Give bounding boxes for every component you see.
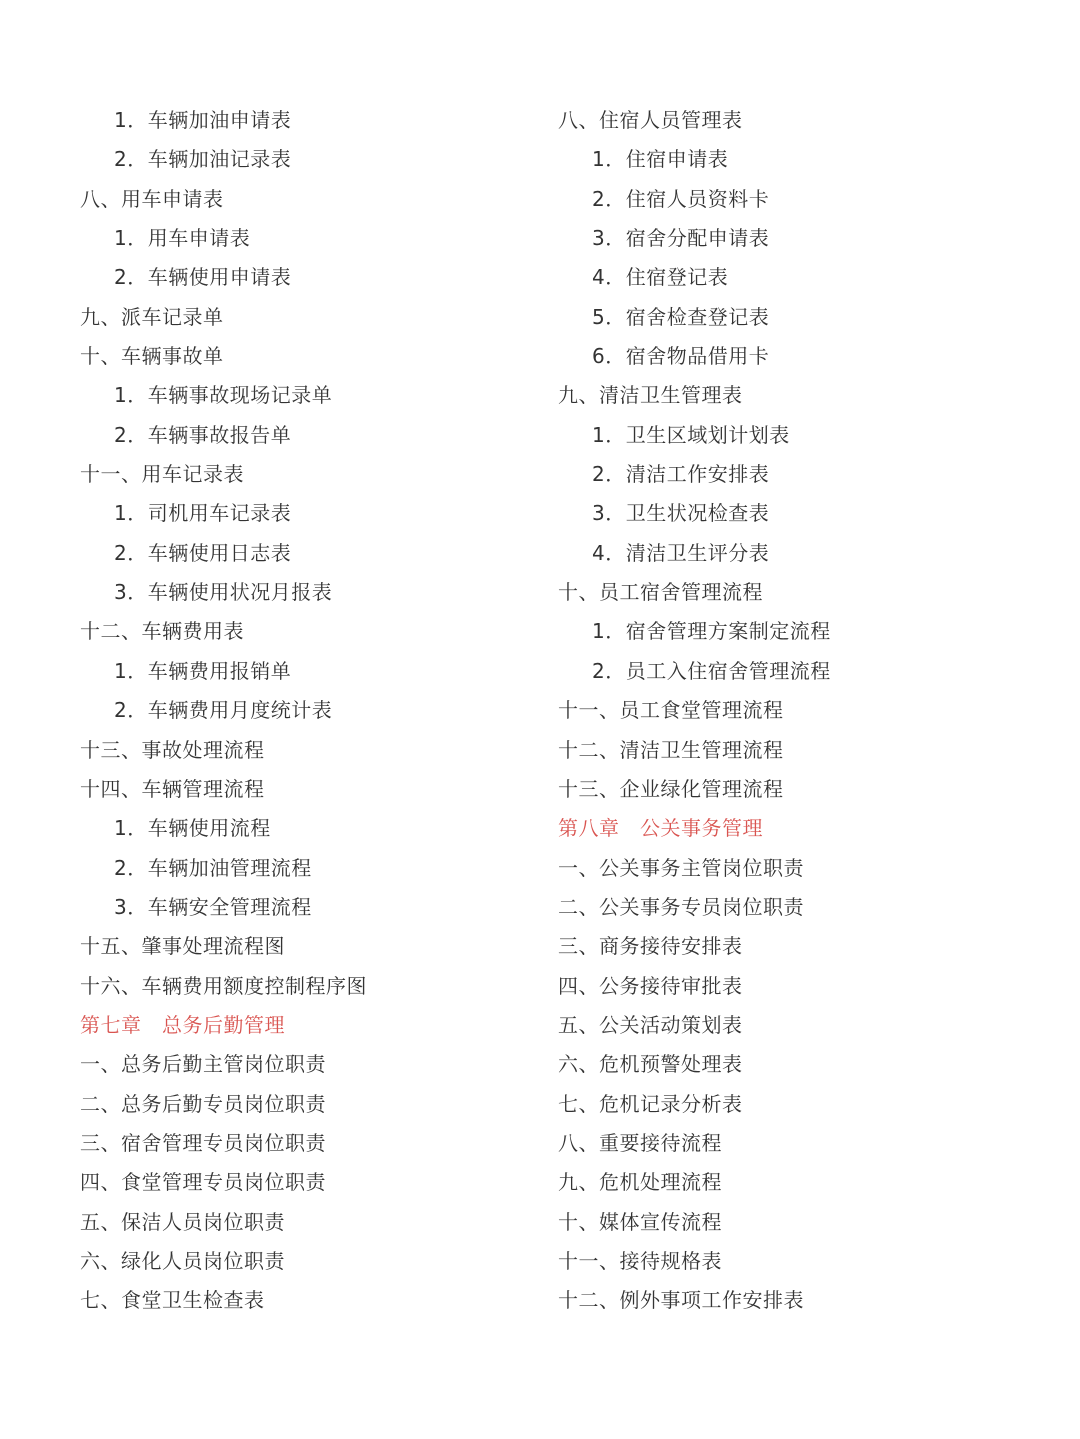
toc-subitem: 1．住宿申请表 — [592, 147, 729, 172]
toc-subitem: 2．清洁工作安排表 — [592, 462, 770, 487]
toc-subitem: 1．卫生区域划计划表 — [592, 422, 790, 447]
toc-item: 四、公务接待审批表 — [558, 973, 743, 998]
chapter-heading: 第七章 总务后勤管理 — [80, 1012, 285, 1037]
toc-item: 十一、接待规格表 — [558, 1248, 722, 1273]
toc-item: 二、公关事务专员岗位职责 — [558, 894, 804, 919]
toc-subitem: 1．车辆加油申请表 — [114, 108, 292, 132]
toc-item: 九、清洁卫生管理表 — [558, 383, 743, 408]
toc-subitem: 3．宿舍分配申请表 — [592, 226, 770, 251]
toc-subitem: 2．住宿人员资料卡 — [592, 186, 770, 211]
toc-item: 十、员工宿舍管理流程 — [558, 580, 763, 605]
toc-item: 八、用车申请表 — [80, 186, 224, 211]
toc-item: 八、重要接待流程 — [558, 1130, 722, 1155]
toc-item: 八、住宿人员管理表 — [558, 108, 743, 132]
toc-item: 六、危机预警处理表 — [558, 1052, 743, 1077]
toc-item: 十三、企业绿化管理流程 — [558, 776, 784, 801]
toc-subitem: 2．车辆加油管理流程 — [114, 855, 312, 880]
toc-subitem: 3．车辆安全管理流程 — [114, 894, 312, 919]
toc-item: 十二、清洁卫生管理流程 — [558, 737, 784, 762]
toc-subitem: 1．宿舍管理方案制定流程 — [592, 619, 831, 644]
toc-subitem: 5．宿舍检查登记表 — [592, 304, 770, 329]
toc-subitem: 2．车辆使用申请表 — [114, 265, 292, 290]
chapter-heading: 第八章 公关事务管理 — [558, 816, 763, 841]
toc-subitem: 3．卫生状况检查表 — [592, 501, 770, 526]
toc-subitem: 2．员工入住宿舍管理流程 — [592, 658, 831, 683]
toc-item: 七、危机记录分析表 — [558, 1091, 743, 1116]
toc-item: 七、食堂卫生检查表 — [80, 1288, 265, 1313]
toc-right-column — [558, 101, 1028, 1321]
toc-item: 十、车辆事故单 — [80, 344, 224, 369]
toc-item: 十三、事故处理流程 — [80, 737, 265, 762]
toc-item: 三、商务接待安排表 — [558, 934, 743, 959]
toc-item: 十六、车辆费用额度控制程序图 — [80, 973, 367, 998]
toc-subitem: 3．车辆使用状况月报表 — [114, 580, 333, 605]
toc-item: 六、绿化人员岗位职责 — [80, 1248, 285, 1273]
toc-item: 十二、例外事项工作安排表 — [558, 1288, 804, 1313]
toc-subitem: 6．宿舍物品借用卡 — [592, 344, 770, 369]
toc-item: 九、危机处理流程 — [558, 1170, 722, 1195]
toc-subitem: 2．车辆加油记录表 — [114, 147, 292, 172]
toc-item: 一、公关事务主管岗位职责 — [558, 855, 804, 880]
toc-subitem: 1．司机用车记录表 — [114, 501, 292, 526]
toc-item: 十一、员工食堂管理流程 — [558, 698, 784, 723]
toc-item: 十一、用车记录表 — [80, 462, 244, 487]
toc-subitem: 2．车辆费用月度统计表 — [114, 698, 333, 723]
toc-subitem: 4．住宿登记表 — [592, 265, 729, 290]
toc-item: 九、派车记录单 — [80, 304, 224, 329]
toc-item: 五、公关活动策划表 — [558, 1012, 743, 1037]
toc-subitem: 1．车辆事故现场记录单 — [114, 383, 333, 408]
toc-item: 五、保洁人员岗位职责 — [80, 1209, 285, 1234]
toc-subitem: 2．车辆事故报告单 — [114, 422, 292, 447]
toc-item: 十五、肇事处理流程图 — [80, 934, 285, 959]
toc-item: 四、食堂管理专员岗位职责 — [80, 1170, 326, 1195]
toc-item: 三、宿舍管理专员岗位职责 — [80, 1130, 326, 1155]
toc-left-column — [80, 101, 550, 1321]
toc-item: 一、总务后勤主管岗位职责 — [80, 1052, 326, 1077]
toc-item: 十、媒体宣传流程 — [558, 1209, 722, 1234]
toc-subitem: 1．用车申请表 — [114, 226, 251, 251]
toc-item: 二、总务后勤专员岗位职责 — [80, 1091, 326, 1116]
toc-subitem: 2．车辆使用日志表 — [114, 540, 292, 565]
toc-item: 十四、车辆管理流程 — [80, 776, 265, 801]
toc-subitem: 1．车辆费用报销单 — [114, 658, 292, 683]
toc-item: 十二、车辆费用表 — [80, 619, 244, 644]
toc-subitem: 1．车辆使用流程 — [114, 816, 271, 841]
toc-subitem: 4．清洁卫生评分表 — [592, 540, 770, 565]
